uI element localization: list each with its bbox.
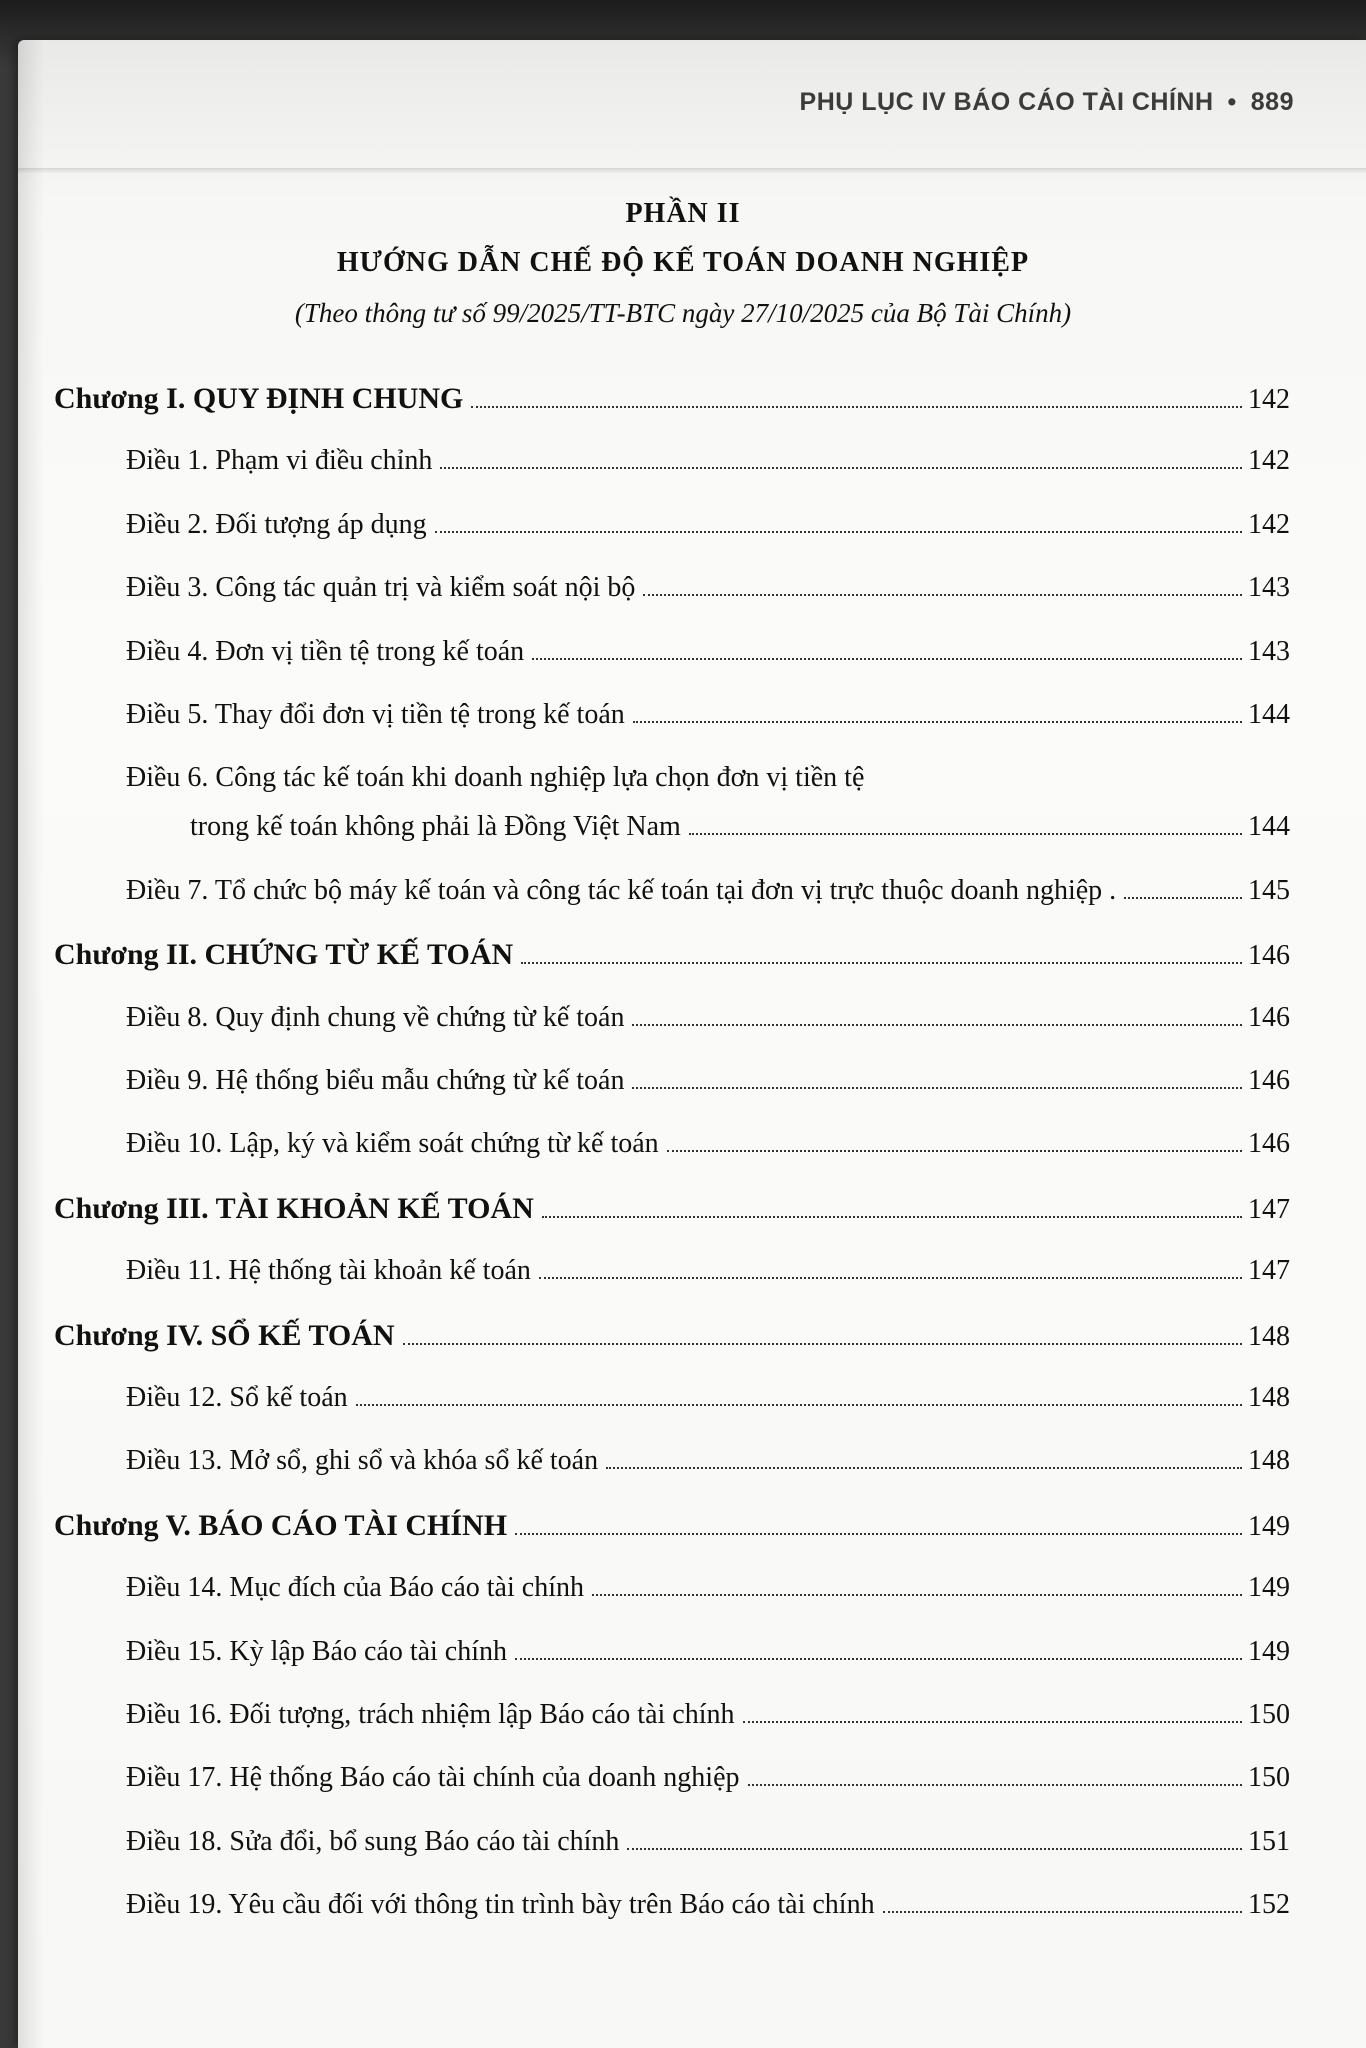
- toc-chapter-entry[interactable]: [54, 938, 1290, 972]
- toc-dot-leader: [883, 1911, 1242, 1913]
- running-head-title: PHỤ LỤC IV BÁO CÁO TÀI CHÍNH: [799, 88, 1214, 116]
- toc-article-entry[interactable]: [126, 1128, 1290, 1160]
- toc-dot-leader: [532, 658, 1242, 660]
- toc-article-text-line: Điều 6. Công tác kế toán khi doanh nghiệp lựa chọn đơn vị tiền tệ: [126, 762, 865, 794]
- toc-page-number: 146: [1248, 940, 1290, 972]
- toc-article-title: Điều 1. Phạm vi điều chỉnh: [126, 445, 433, 477]
- toc-page-number: 145: [1248, 874, 1290, 906]
- toc-article-entry[interactable]: [126, 1572, 1290, 1604]
- toc-article-title: Điều 9. Hệ thống biểu mẫu chứng từ kế toán: [126, 1065, 625, 1096]
- toc-page-number: 152: [1248, 1889, 1290, 1921]
- toc-article-title: Điều 18. Sửa đổi, bổ sung Báo cáo tài chính: [126, 1825, 620, 1857]
- toc-article-title: Điều 12. Sổ kế toán: [126, 1382, 348, 1413]
- toc-dot-leader: [435, 531, 1242, 533]
- toc-page-number: 149: [1248, 1572, 1290, 1604]
- toc-article-title: Điều 5. Thay đổi đơn vị tiền tệ trong kế toán: [126, 699, 625, 730]
- toc-article-title: Điều 13. Mở sổ, ghi sổ và khóa sổ kế toán: [126, 1445, 599, 1477]
- toc-dot-leader: [521, 962, 1242, 964]
- toc-page-number: 151: [1248, 1825, 1290, 1857]
- toc-article-entry[interactable]: [126, 1065, 1290, 1097]
- toc-page-number: 144: [1248, 699, 1290, 730]
- toc-page-number: 149: [1248, 1635, 1290, 1667]
- toc-dot-leader: [643, 594, 1242, 596]
- toc-chapter-title: Chương I. QUY ĐỊNH CHUNG: [54, 382, 464, 415]
- toc-dot-leader: [542, 1216, 1242, 1218]
- toc-article-title: Điều 4. Đơn vị tiền tệ trong kế toán: [126, 635, 525, 667]
- toc-page-number: 150: [1248, 1699, 1290, 1730]
- toc-dot-leader: [627, 1848, 1242, 1850]
- toc-article-entry[interactable]: [126, 1445, 1290, 1477]
- toc-dot-leader: [743, 1721, 1243, 1723]
- toc-article-title: Điều 8. Quy định chung về chứng từ kế toán: [126, 1001, 625, 1033]
- part-title: HƯỚNG DẪN CHẾ ĐỘ KẾ TOÁN DOANH NGHIỆP: [336, 247, 1030, 278]
- toc-chapter-entry[interactable]: [54, 1319, 1290, 1353]
- part-subtitle: (Theo thông tư số 99/2025/TT-BTC ngày 27/10/2025 của Bộ Tài Chính): [294, 298, 1072, 328]
- toc-chapter-title: Chương IV. SỔ KẾ TOÁN: [54, 1318, 395, 1352]
- toc-article-title: trong kế toán không phải là Đồng Việt Nam: [190, 811, 681, 843]
- toc-dot-leader: [515, 1658, 1242, 1660]
- toc-article-title: Điều 17. Hệ thống Báo cáo tài chính của doanh nghiệp: [126, 1762, 740, 1794]
- toc-dot-leader: [667, 1150, 1242, 1152]
- toc-article-entry[interactable]: [126, 1002, 1290, 1034]
- toc-article-entry[interactable]: [126, 1382, 1290, 1414]
- toc-page-number: 146: [1248, 1065, 1290, 1096]
- toc-article-entry[interactable]: [190, 811, 1290, 843]
- toc-chapter-entry[interactable]: [54, 1509, 1290, 1543]
- toc-article-entry[interactable]: [126, 1255, 1290, 1287]
- toc-dot-leader: [440, 467, 1242, 469]
- book-page: [18, 40, 1366, 2048]
- toc-dot-leader: [539, 1277, 1242, 1279]
- toc-dot-leader: [1124, 897, 1242, 899]
- toc-page-number: 146: [1248, 1001, 1290, 1033]
- header-shadow-divider: [18, 168, 1366, 174]
- toc-page-number: 142: [1248, 445, 1290, 477]
- toc-page-number: 147: [1248, 1255, 1290, 1287]
- toc-article-title: Điều 10. Lập, ký và kiểm soát chứng từ kế toán: [126, 1128, 659, 1160]
- toc-dot-leader: [633, 721, 1242, 723]
- toc-article-entry[interactable]: [126, 1889, 1290, 1921]
- toc-dot-leader: [689, 833, 1242, 835]
- toc-article-entry[interactable]: [126, 636, 1290, 668]
- toc-article-title: Điều 2. Đối tượng áp dụng: [126, 508, 427, 540]
- toc-page-number: 150: [1248, 1762, 1290, 1794]
- part-label: PHẦN II: [625, 198, 741, 229]
- toc-dot-leader: [632, 1024, 1242, 1026]
- toc-page-number: 143: [1248, 572, 1290, 604]
- toc-dot-leader: [471, 406, 1242, 408]
- toc-dot-leader: [592, 1594, 1242, 1596]
- toc-chapter-title: Chương II. CHỨNG TỪ KẾ TOÁN: [54, 938, 514, 972]
- toc-dot-leader: [632, 1087, 1242, 1089]
- toc-article-entry[interactable]: [126, 1699, 1290, 1731]
- toc-article-entry[interactable]: [126, 509, 1290, 541]
- toc-article-entry[interactable]: [126, 699, 1290, 731]
- toc-page-number: 146: [1248, 1128, 1290, 1160]
- toc-article-title: Điều 11. Hệ thống tài khoản kế toán: [126, 1255, 531, 1287]
- toc-page-number: 144: [1248, 811, 1290, 843]
- toc-dot-leader: [356, 1404, 1242, 1406]
- toc-article-title: Điều 15. Kỳ lập Báo cáo tài chính: [126, 1635, 508, 1667]
- running-head: [800, 88, 1294, 117]
- toc-page-number: 149: [1248, 1510, 1290, 1542]
- toc-article-title: Điều 14. Mục đích của Báo cáo tài chính: [126, 1572, 584, 1604]
- toc-article-entry[interactable]: [126, 875, 1290, 907]
- toc-page-number: 147: [1248, 1193, 1290, 1225]
- running-head-separator: •: [1227, 88, 1237, 116]
- toc-page-number: 143: [1248, 635, 1290, 667]
- toc-article-title: Điều 7. Tổ chức bộ máy kế toán và công tác kế toán tại đơn vị trực thuộc doanh nghiệp .: [126, 874, 1117, 906]
- page-number: 889: [1250, 88, 1294, 116]
- toc-article-title: Điều 3. Công tác quản trị và kiểm soát nội bộ: [126, 572, 636, 604]
- toc-article-entry[interactable]: [126, 445, 1290, 477]
- toc-chapter-entry[interactable]: [54, 382, 1290, 416]
- toc-dot-leader: [748, 1784, 1243, 1786]
- toc-page-number: 142: [1248, 384, 1290, 415]
- toc-chapter-title: Chương III. TÀI KHOẢN KẾ TOÁN: [54, 1191, 534, 1225]
- toc-article-title: Điều 16. Đối tượng, trách nhiệm lập Báo cáo tài chính: [126, 1699, 735, 1730]
- toc-article-entry[interactable]: [126, 1636, 1290, 1668]
- toc-chapter-entry[interactable]: [54, 1192, 1290, 1226]
- toc-chapter-title: Chương V. BÁO CÁO TÀI CHÍNH: [54, 1508, 508, 1542]
- toc-page-number: 142: [1248, 508, 1290, 540]
- toc-page-number: 148: [1248, 1320, 1290, 1352]
- toc-page-number: 148: [1248, 1382, 1290, 1413]
- toc-dot-leader: [606, 1467, 1242, 1469]
- toc-dot-leader: [403, 1343, 1242, 1345]
- toc-article-entry[interactable]: [126, 1826, 1290, 1858]
- toc-article-entry[interactable]: [126, 1762, 1290, 1794]
- toc-article-entry[interactable]: [126, 572, 1290, 604]
- toc-page-number: 148: [1248, 1445, 1290, 1477]
- toc-dot-leader: [515, 1533, 1242, 1535]
- toc-article-title: Điều 19. Yêu cầu đối với thông tin trình bày trên Báo cáo tài chính: [126, 1889, 875, 1921]
